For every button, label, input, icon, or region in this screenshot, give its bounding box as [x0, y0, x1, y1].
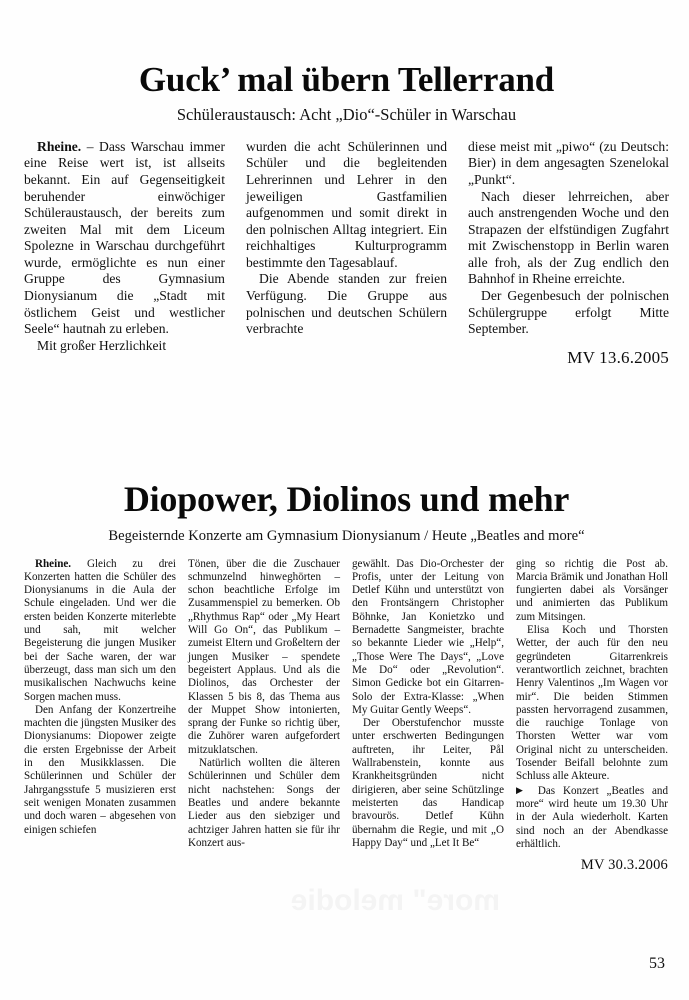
- paragraph: Natürlich wollten die älteren Schülerinnen und Schüler dem nicht nachstehen: Songs der Beatles und andere bekannte Lieder aus den siebziger und achtziger Jahren hatten sie für ihr Konzert aus-: [188, 757, 340, 849]
- dateline: Rheine.: [35, 557, 72, 570]
- article-1-columns: [24, 139, 669, 368]
- article-2-col-1-text: [24, 558, 176, 837]
- article-2-subheadline: Begeisternde Konzerte am Gymnasium Dionysianum / Heute „Beatles and more“: [108, 527, 585, 544]
- article-1-column-2: [246, 139, 447, 338]
- paragraph-text: – Dass Warschau immer eine Reise wert ist, ist allseits bekannt. Ein auf Gegenseitigkeit beruhender einwöchiger Schüleraustausch, der bereits zum zweiten Mal mit dem Liceum Spolezne in Warschau durchgeführt wurde, ermöglichte es nun einer Gruppe des Gymnasium Dionysianum die „Stadt mit östlichem Geist und westlicher Seele“ hautnah zu erleben.: [24, 138, 225, 337]
- article-1-col-2-text: [246, 139, 447, 338]
- paragraph-text: Gleich zu drei Konzerten hatten die Schüler des Dionysianums in die Aula der Schule eingeladen. Und wer die ersten beiden Konzerte miterlebte und sah, mit welcher Begeisterung die jungen Musiker bei der Sache waren, der war überzeugt, dass man sich um den musikalischen Nachwuchs keine Sorgen machen muss.: [24, 557, 176, 703]
- article-2-col-3-text: [352, 558, 504, 851]
- paragraph: Der Gegenbesuch der polnischen Schülergruppe erfolgt Mitte September.: [468, 288, 669, 337]
- article-2-source-credit: MV 30.3.2006: [580, 857, 668, 874]
- paragraph: Elisa Koch und Thorsten Wetter, der auch für den neu gegründeten Gitarrenkreis verantwortlich zeichnet, brachten Henry Valentinos „Im Wagen vor mir“. Die beiden Stimmen passten hervorragend zusammen, die rauchige Tonlage von Thorsten Wetter war vom Original nicht zu unterscheiden. Tosender Beifall belohnte zum Schluss alle Akteure.: [516, 624, 668, 783]
- article-1-column-1: [24, 139, 225, 355]
- article-1-col-1-text: [24, 139, 225, 355]
- bleed-through-text: more" melodie: [290, 884, 500, 917]
- article-2-col-2-text: [188, 558, 340, 851]
- article-2-headline: Diopower, Diolinos und mehr: [123, 479, 570, 519]
- article-2-col-4-text: [516, 558, 668, 852]
- paragraph: [24, 139, 225, 338]
- paragraph: Mit großer Herzlichkeit: [37, 337, 167, 353]
- article-2-columns: [24, 558, 669, 875]
- article-1-col-3-text: [468, 139, 669, 338]
- article-1-subheadline: Schüleraustausch: Acht „Dio“-Schüler in Warschau: [176, 104, 517, 124]
- paragraph: wurden die acht Schülerinnen und Schüler und die begleitenden Lehrerinnen und Lehrer in den jeweiligen Gastfamilien aufgenommen und somit direkt in den polnischen Alltag integriert. Ein reichhaltiges Kulturprogramm bestimmte den Tagesablauf.: [246, 138, 447, 270]
- article-2-column-3: [352, 558, 504, 851]
- article-1-source-credit: MV 13.6.2005: [567, 347, 669, 367]
- paragraph: Den Anfang der Konzertreihe machten die jüngsten Musiker des Dionysianums: Diopower zeigte die ersten Ergebnisse der Arbeit in den Musikklassen. Die Schülerinnen und Schüler der Jahrgangsstufe 5 musizieren erst seit wenigen Monaten zusammen und doch waren – abgesehen von einigen schiefen: [24, 703, 176, 836]
- article-1-column-3: [468, 139, 669, 368]
- article-1-headline: Guck’ mal übern Tellerrand: [138, 60, 555, 99]
- paragraph: Tönen, über die die Zuschauer schmunzelnd hinweghörten – schon beachtliche Erfolge im Zusammenspiel zu bemerken. Ob „Rhythmus Rap“ oder „My Heart Will Go On“, das Publikum – zumeist Eltern und Großeltern der jungen Musiker – spendete begeistert Applaus. Und als die Diolinos, das Orchester der Klassen 5 bis 8, das Thema aus der Muppet Show intonierten, sprang der Funke so richtig über, die Zuhörer waren aufgefordert mitzuklatschen.: [188, 557, 340, 756]
- article-2-column-4: [516, 558, 668, 875]
- article-diopower: [24, 481, 669, 874]
- paragraph: ging so richtig die Post ab. Marcia Brämik und Jonathan Holl fungierten dabei als Vorsänger und animierten das Publikum zum Mitsingen.: [516, 557, 668, 623]
- paragraph: [24, 558, 176, 704]
- paragraph: Nach dieser lehrreichen, aber auch anstrengenden Woche und den Strapazen der elfstündigen Zugfahrt mit Zwischenstopp in Berlin waren alle froh, als der Zug endlich den Bahnhof in Rheine erreichte.: [468, 188, 669, 287]
- paragraph: diese meist mit „piwo“ (zu Deutsch: Bier) in dem angesagten Szenelokal „Punkt“.: [468, 138, 669, 187]
- paragraph-text: Das Konzert „Beatles and more“ wird heute um 19.30 Uhr in der Aula wiederholt. Karten sind noch an der Abendkasse erhältlich.: [516, 784, 669, 850]
- article-2-column-2: [188, 558, 340, 851]
- paragraph: Der Oberstufenchor musste unter erschwerten Bedingungen auftreten, ihr Leiter, Pål Wallrabenstein, konnte aus Krankheitsgründen nicht dirigieren, aber seine Schützlinge meisterten das Handicap bravourös. Detlef Kühn übernahm die Regie, und mit „O Happy Day“ und „Let It Be“: [352, 717, 504, 849]
- article-schueleraustausch: [24, 62, 669, 368]
- page-number: 53: [649, 955, 665, 972]
- dateline: Rheine.: [37, 138, 82, 154]
- triangle-bullet-icon: ▶: [516, 784, 531, 795]
- article-2-column-1: [24, 558, 176, 837]
- paragraph: gewählt. Das Dio-Orchester der Profis, unter der Leitung von Detlef Kühn und unterstützt von den Frontsängern Christopher Böhnke, Jan Konietzko und Bernadette Sangmeister, brachte so bekannte Lieder wie „Help“, „Those Were The Days“, „Love Me Do“ oder „Revolution“. Simon Gedicke bot ein Gitarren-Solo der Extra-Klasse: „When My Guitar Gently Weeps“.: [352, 557, 504, 716]
- paragraph: Die Abende standen zur freien Verfügung. Die Gruppe aus polnischen und deutschen Schülern verbrachte: [246, 271, 447, 337]
- paragraph-announcement: [516, 784, 668, 851]
